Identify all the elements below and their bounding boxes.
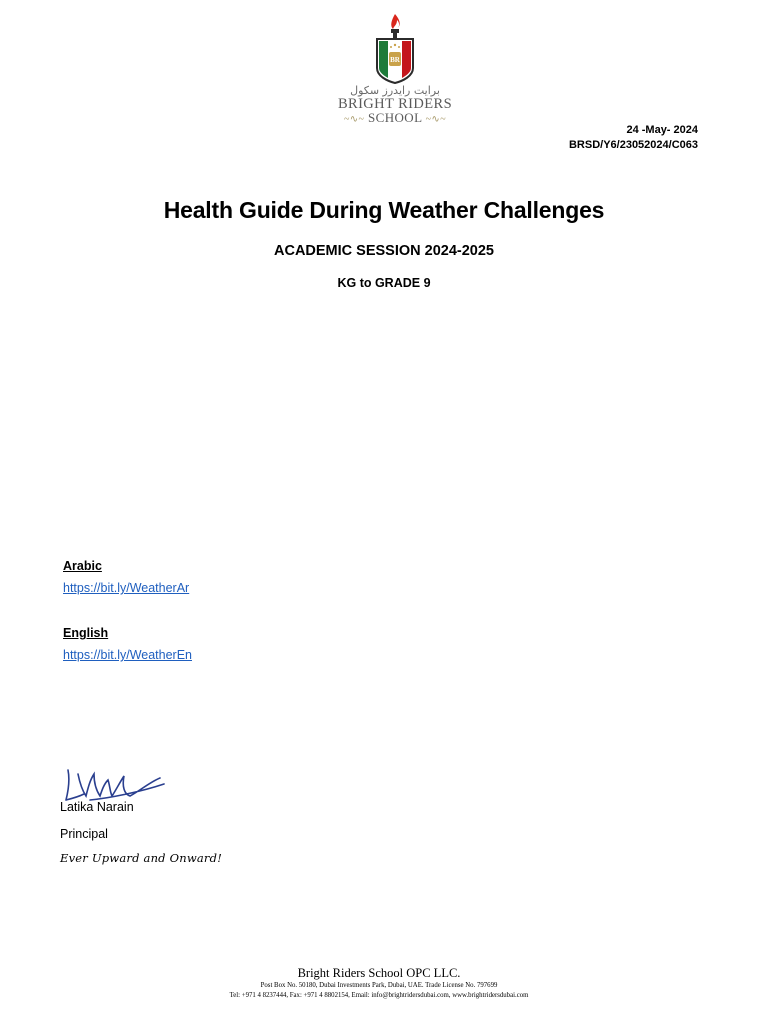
school-logo xyxy=(330,12,460,127)
link-group-arabic xyxy=(63,559,192,595)
crest-initials: BR xyxy=(390,56,400,64)
signatory-name: Latika Narain xyxy=(60,800,134,814)
link-group-english xyxy=(63,626,192,662)
footer-address: Post Box No. 50180, Dubai Investments Park, Dubai, UAE. Trade License No. 797699 xyxy=(260,982,498,989)
footer-contact: Tel: +971 4 8237444, Fax: +971 4 8802154, Email: info@brightridersdubai.com, www.brightridersdubai.com xyxy=(229,992,529,999)
footer-company: Bright Riders School OPC LLC. xyxy=(297,966,461,980)
academic-session: ACADEMIC SESSION 2024-2025 xyxy=(274,243,494,259)
arabic-guide-link[interactable]: https://bit.ly/WeatherAr xyxy=(63,581,190,595)
document-title: Health Guide During Weather Challenges xyxy=(163,197,605,223)
school-crest-icon xyxy=(373,12,417,84)
logo-name-line1: BRIGHT RIDERS xyxy=(337,96,453,112)
arabic-label: Arabic xyxy=(63,559,102,573)
guide-links xyxy=(63,559,192,662)
logo-arabic-name: برايت رايدرز سكول xyxy=(350,84,440,97)
logo-name-line2-wrap xyxy=(330,111,460,127)
grade-range: KG to GRADE 9 xyxy=(337,276,431,290)
english-guide-link[interactable]: https://bit.ly/WeatherEn xyxy=(63,648,192,662)
english-label: English xyxy=(63,626,109,640)
letterhead-footer xyxy=(0,966,758,1001)
flourish-right-icon: ~∿~ xyxy=(425,114,447,125)
signature-block xyxy=(60,760,260,865)
flourish-left-icon: ~∿~ xyxy=(343,114,365,125)
school-motto: Ever Upward and Onward! xyxy=(60,851,223,865)
letter-meta xyxy=(569,123,698,153)
letter-date: 24 -May- 2024 xyxy=(626,124,698,136)
logo-name-line2: SCHOOL xyxy=(368,110,422,125)
signatory-role: Principal xyxy=(60,827,108,841)
letter-reference: BRSD/Y6/23052024/C063 xyxy=(568,139,698,151)
